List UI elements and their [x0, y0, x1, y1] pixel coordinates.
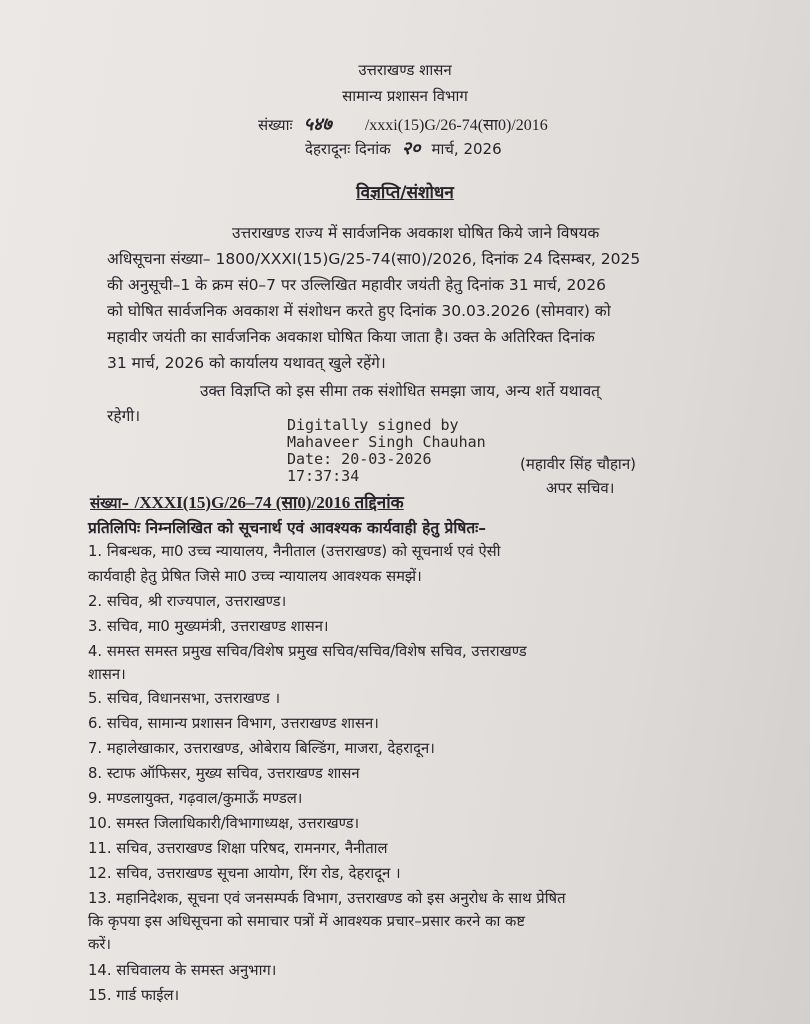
- list-item: कार्यवाही हेतु प्रेषित जिसे मा0 उच्च न्यायालय आवश्यक समझें।: [88, 568, 422, 585]
- copy-reference: [90, 490, 404, 513]
- list-item: 9. मण्डलायुक्त, गढ़वाल/कुमाऊँ मण्डल।: [88, 790, 303, 807]
- para1-line3: की अनुसूची–1 के क्रम सं0–7 पर उल्लिखित महावीर जयंती हेतु दिनांक 31 मार्च, 2026: [107, 276, 606, 294]
- list-item: 2. सचिव, श्री राज्यपाल, उत्तराखण्ड।: [88, 593, 287, 610]
- list-item: 6. सचिव, सामान्य प्रशासन विभाग, उत्तराखण्ड शासन।: [88, 715, 379, 732]
- list-item: 13. महानिदेशक, सूचना एवं जनसम्पर्क विभाग, उत्तराखण्ड को इस अनुरोध के साथ प्रेषित: [88, 890, 566, 907]
- para1-line6: 31 मार्च, 2026 को कार्यालय यथावत् खुले रहेंगे।: [107, 354, 386, 372]
- list-item: 4. समस्त समस्त प्रमुख सचिव/विशेष प्रमुख सचिव/सचिव/विशेष सचिव, उत्तराखण्ड: [88, 643, 527, 660]
- reference-number: [258, 112, 548, 136]
- para1-line2: अधिसूचना संख्या– 1800/XXXI(15)G/25-74(सा0)/2026, दिनांक 24 दिसम्बर, 2025: [107, 250, 641, 268]
- digital-signature-line1: Digitally signed by: [287, 416, 459, 434]
- department-name: सामान्य प्रशासन विभाग: [342, 87, 468, 105]
- document-title: विज्ञप्ति/संशोधन: [356, 183, 454, 203]
- list-item: 10. समस्त जिलाधिकारी/विभागाध्यक्ष, उत्तराखण्ड।: [88, 815, 360, 832]
- list-item: 7. महालेखाकार, उत्तराखण्ड, ओबेराय बिल्डिंग, माजरा, देहरादून।: [88, 740, 435, 757]
- list-item: 15. गार्ड फाईल।: [88, 987, 180, 1004]
- signatory-designation: अपर सचिव।: [546, 479, 615, 497]
- para2-line2: रहेगी।: [107, 407, 141, 425]
- list-item: 3. सचिव, मा0 मुख्यमंत्री, उत्तराखण्ड शासन।: [88, 618, 329, 635]
- digital-signature-line4: 17:37:34: [287, 467, 360, 485]
- date-prefix: देहरादूनः दिनांक: [305, 140, 391, 158]
- list-item: 11. सचिव, उत्तराखण्ड शिक्षा परिषद, रामनगर, नैनीताल: [88, 840, 388, 857]
- handwritten-date: २०: [401, 138, 421, 159]
- list-item: 1. निबन्धक, मा0 उच्च न्यायालय, नैनीताल (उत्तराखण्ड) को सूचनार्थ एवं ऐसी: [88, 543, 501, 560]
- para2-line1: उक्त विज्ञप्ति को इस सीमा तक संशोधित समझा जाय, अन्य शर्ते यथावत्: [200, 382, 601, 400]
- digital-signature-line3: Date: 20-03-2026: [287, 450, 432, 468]
- digital-signature-line2: Mahaveer Singh Chauhan: [287, 433, 486, 451]
- list-item: कि कृपया इस अधिसूचना को समाचार पत्रों में आवश्यक प्रचार–प्रसार करने का कष्ट: [88, 913, 526, 930]
- copy-number-label: संख्या–: [90, 494, 130, 512]
- issue-date: [305, 136, 502, 160]
- list-item: करें।: [88, 936, 112, 953]
- number-ref: /xxxi(15)G/26-74(सा0)/2016: [364, 117, 548, 134]
- copy-intro: प्रतिलिपिः निम्नलिखित को सूचनार्थ एवं आवश्यक कार्यवाही हेतु प्रेषितः–: [88, 519, 487, 537]
- list-item: 8. स्टाफ ऑफिसर, मुख्य सचिव, उत्तराखण्ड शासन: [88, 765, 360, 782]
- government-name: उत्तराखण्ड शासन: [358, 61, 452, 79]
- para1-line1: उत्तराखण्ड राज्य में सार्वजनिक अवकाश घोषित किये जाने विषयक: [232, 224, 600, 242]
- list-item: शासन।: [88, 666, 126, 683]
- copy-number-ref: /XXXI(15)G/26–74 (सा0)/2016 तद्दिनांक: [134, 493, 404, 512]
- list-item: 12. सचिव, उत्तराखण्ड सूचना आयोग, रिंग रोड, देहरादून ।: [88, 865, 401, 882]
- list-item: 5. सचिव, विधानसभा, उत्तराखण्ड ।: [88, 690, 281, 707]
- date-suffix: मार्च, 2026: [431, 140, 502, 158]
- list-item: 14. सचिवालय के समस्त अनुभाग।: [88, 962, 277, 979]
- handwritten-number: ५४७: [303, 114, 332, 135]
- number-label: संख्याः: [258, 116, 293, 134]
- para1-line5: महावीर जयंती का सार्वजनिक अवकाश घोषित किया जाता है। उक्त के अतिरिक्त दिनांक: [107, 328, 595, 346]
- signatory-name: (महावीर सिंह चौहान): [520, 455, 636, 473]
- para1-line4: को घोषित सार्वजनिक अवकाश में संशोधन करते हुए दिनांक 30.03.2026 (सोमवार) को: [107, 302, 611, 320]
